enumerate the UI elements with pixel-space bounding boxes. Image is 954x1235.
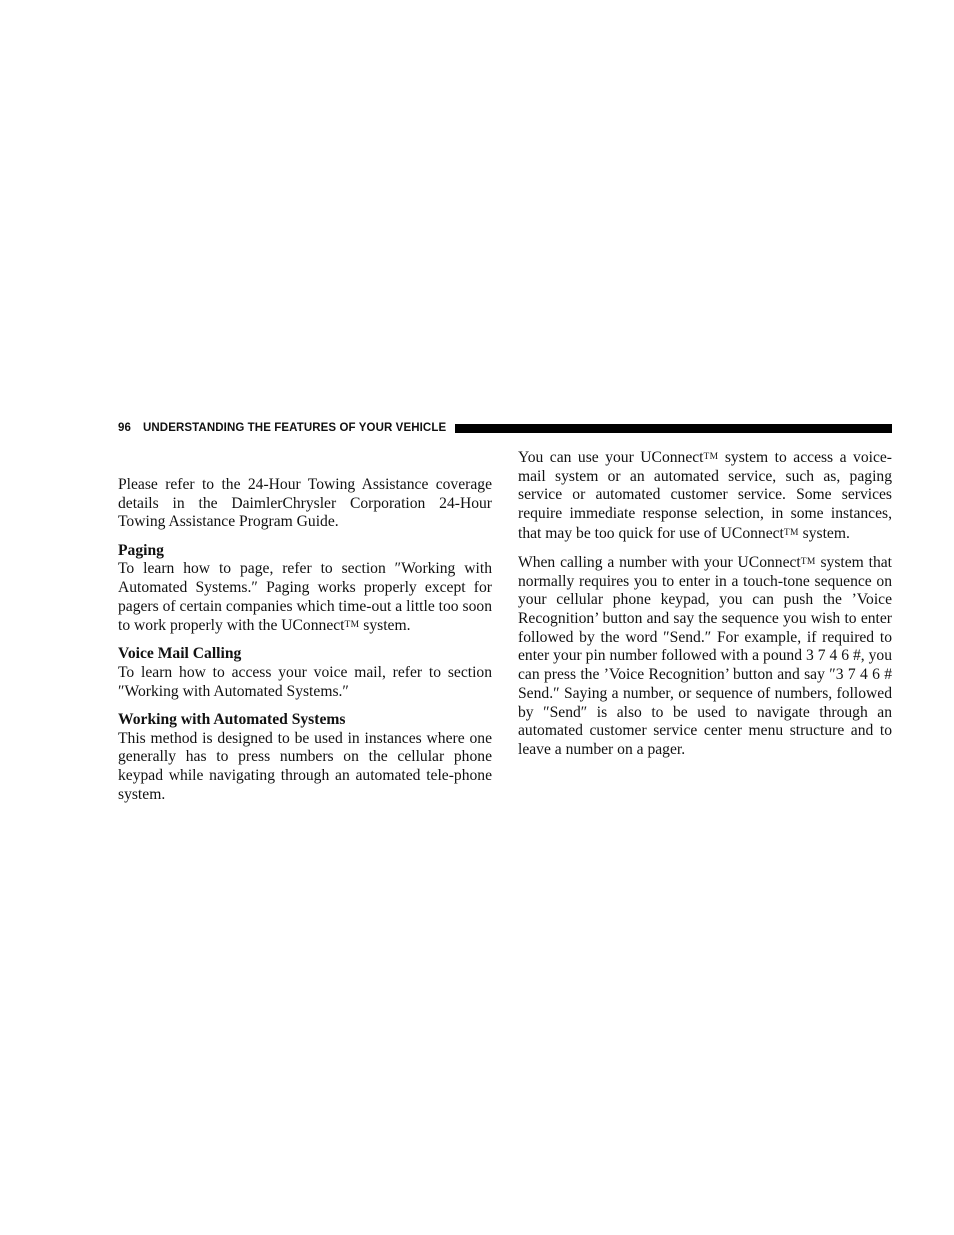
header-rule — [455, 424, 892, 433]
touch-tone-paragraph — [518, 553, 892, 760]
paging-heading: Paging — [118, 541, 164, 559]
left-column — [118, 476, 492, 814]
paging-text: To learn how to page, refer to section ″Working with Automated Systems.″ Paging works properly except for pagers of certain companies which time-out a little too soon to work properly with the UConnect — [118, 560, 492, 635]
paging-text-end: system. — [359, 617, 411, 635]
touch-tone-text-2: system that normally requires you to enter in a touch-tone sequence on your cellular phone keypad, you can push the ’Voice Recognition’ button and say the sequence you wish to enter followed by the word ″Send.″ For example, if required to enter your pin number followed with a pound 3 7 4 6 #, you can press the ’Voice Recognition’ button and say ″3 7 4 6 # Send.″ Saying a number, or sequence of numbers, followed by ″Send″ is also to be used to navigate through an automated customer service center menu structure and to leave a number on a pager. — [518, 553, 892, 758]
paging-paragraph — [118, 560, 492, 636]
touch-tone-text-1: When calling a number with your UConnect — [518, 553, 801, 571]
trademark-mark: TM — [800, 556, 816, 567]
voice-mail-heading: Voice Mail Calling — [118, 645, 242, 663]
access-text-1: You can use your UConnect — [518, 449, 704, 466]
access-text-2: system to access a voice-mail system or an automated service, such as, paging service or automated customer service. Some services require immediate response selection, in some instances, that may be too quick for use of UConnect — [518, 449, 892, 542]
voice-mail-access-paragraph — [518, 448, 892, 544]
trademark-mark: TM — [703, 452, 719, 462]
voice-mail-paragraph: To learn how to access your voice mail, refer to section ″Working with Automated Systems.″ — [118, 664, 492, 700]
page-header — [118, 420, 892, 436]
automated-systems-paragraph: This method is designed to be used in instances where one generally has to press numbers on the cellular phone keypad while navigating through an automated tele-phone system. — [118, 729, 492, 803]
trademark-mark: TM — [783, 527, 799, 538]
section-title: UNDERSTANDING THE FEATURES OF YOUR VEHICLE — [143, 422, 447, 434]
right-column — [518, 448, 892, 769]
towing-assistance-paragraph: Please refer to the 24-Hour Towing Assistance coverage details in the DaimlerChrysler Corporation 24-Hour Towing Assistance Program Guide. — [118, 476, 492, 531]
trademark-mark: TM — [344, 620, 360, 631]
access-text-3: system. — [798, 524, 850, 542]
automated-systems-heading: Working with Automated Systems — [118, 710, 346, 728]
page-number: 96 — [118, 422, 131, 434]
